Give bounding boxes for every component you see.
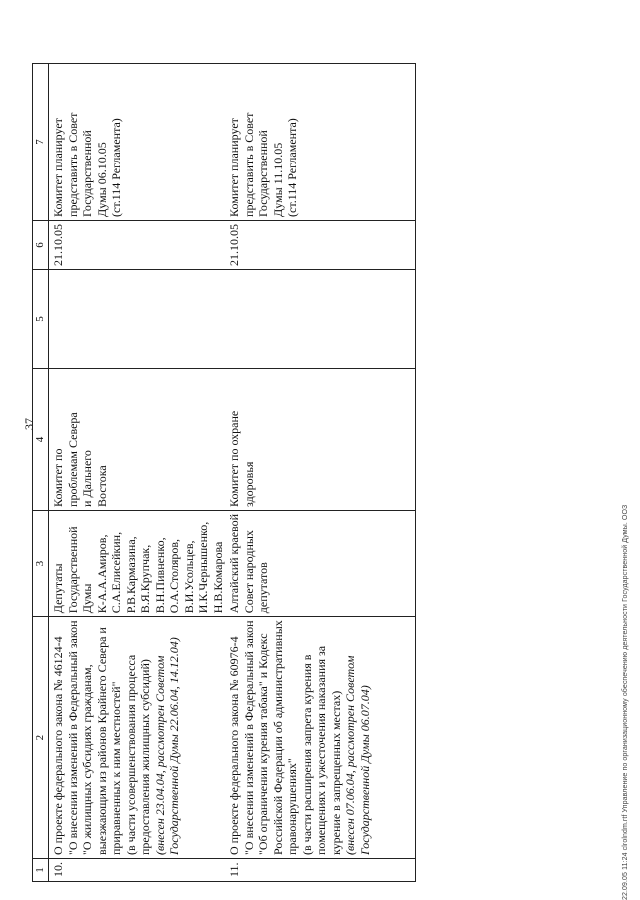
bill-title-cell [225,617,415,859]
text-line: (ст.114 Регламента) [109,118,123,217]
column-header-1: 1 [33,859,49,882]
text-line: "О внесении изменений в Федеральный закон [65,620,80,855]
text-line: Российской Федерации об административных [270,620,285,855]
text-line: представить в Совет [241,112,256,217]
date-cell [49,220,226,269]
text-line: приравненных к ним местностей" [109,681,123,855]
text-line: "Об ограничении курения табака" и Кодекс [256,633,270,855]
authors-cell [49,510,226,616]
text-line: правонарушениях" [285,758,299,855]
committee-cell [49,368,226,510]
text-line: Комитет по [51,448,65,507]
text-line: О.А.Столяров, [167,538,181,614]
text-line: помещениях и ужесточения наказания за [314,645,328,855]
bill-title-cell [49,617,226,859]
text-line: О проекте федерального закона № 60976-4 [227,636,241,855]
text-line: Востока [94,465,109,507]
empty-cell [49,269,226,368]
column-header-3: 3 [33,510,49,616]
column-header-2: 2 [33,617,49,859]
text-line: Государственной [65,526,80,614]
row-number [49,859,226,882]
text-line: представить в Совет [65,112,80,217]
text-line: Государственной [80,130,94,217]
column-header-5: 5 [33,269,49,368]
column-header-4: 4 [33,368,49,510]
table-row [49,63,226,881]
text-line: Комитет планирует [227,118,241,217]
text-line: и Дальнего [80,450,94,507]
table-row [225,63,415,881]
text-line: курение в запрещенных местах) [328,690,343,855]
text-line: В.Я.Крупчак, [138,544,152,614]
text-line: С.А.Елисейкин, [109,531,123,614]
text-line: депутатов [256,562,270,614]
text-line: "О внесении изменений в Федеральный закон [241,620,256,855]
text-line: Алтайский краевой [227,513,241,614]
column-header-7: 7 [33,63,49,220]
text-line: (внесен 07.06.04, рассмотрен Советом [343,655,357,855]
text-line: В.И.Усольцев, [181,540,196,614]
text-line: Р.В.Кармазина, [123,536,138,614]
row-number-text: 10. [51,862,65,877]
page-footer: 22.09.05 11:24 clrolndm.rtf Управление по организационному обеспечению деятельности Государственной Думы. ООЗ [622,504,629,900]
page-number: 37 [22,418,36,430]
text-line: Государственной Думы 22.06.04, 14.12.04) [167,637,181,855]
text-line: (в части усовершенствования процесса [123,654,138,855]
row-number [225,859,415,882]
text-line: Государственной Думы 06.07.04) [357,685,372,855]
text-line: выезжающим из районов Крайнего Севера и [94,627,109,855]
text-line: Комитет по охране [227,410,241,507]
text-line: Думы [80,583,94,614]
text-line: О проекте федерального закона № 46124-4 [51,636,65,855]
text-line: здоровья [241,461,256,507]
table-header-row [33,63,49,881]
text-line: (ст.114 Регламента) [285,118,299,217]
empty-cell [225,269,415,368]
text-line: Депутаты [51,563,65,614]
column-header-6: 6 [33,220,49,269]
committee-cell [225,368,415,510]
date-text: 21.10.05 [227,223,241,266]
text-line: В.Н.Пивненко, [152,537,167,614]
date-text: 21.10.05 [51,223,65,266]
bills-table [32,63,416,882]
text-line: Н.В.Комарова [210,541,225,614]
text-line: (внесен 23.04.04, рассмотрен Советом [152,655,167,855]
text-line: И.К.Чернышенко, [196,521,210,614]
text-line: проблемам Севера [65,412,80,507]
text-line: "О жилищных субсидиях гражданам, [80,664,94,855]
authors-cell [225,510,415,616]
note-cell [225,63,415,220]
row-number-text: 11. [227,862,241,877]
note-cell [49,63,226,220]
text-line: К-А.А.Амиров, [94,534,109,614]
text-line: предоставления жилищных субсидий) [138,659,152,855]
text-line: Думы 11.10.05 [270,142,285,217]
text-line: Думы 06.10.05 [94,142,109,217]
text-line: Комитет планирует [51,118,65,217]
date-cell [225,220,415,269]
text-line: Государственной [256,130,270,217]
text-line: Совет народных [241,530,256,614]
text-line: (в части расширения запрета курения в [299,654,314,855]
